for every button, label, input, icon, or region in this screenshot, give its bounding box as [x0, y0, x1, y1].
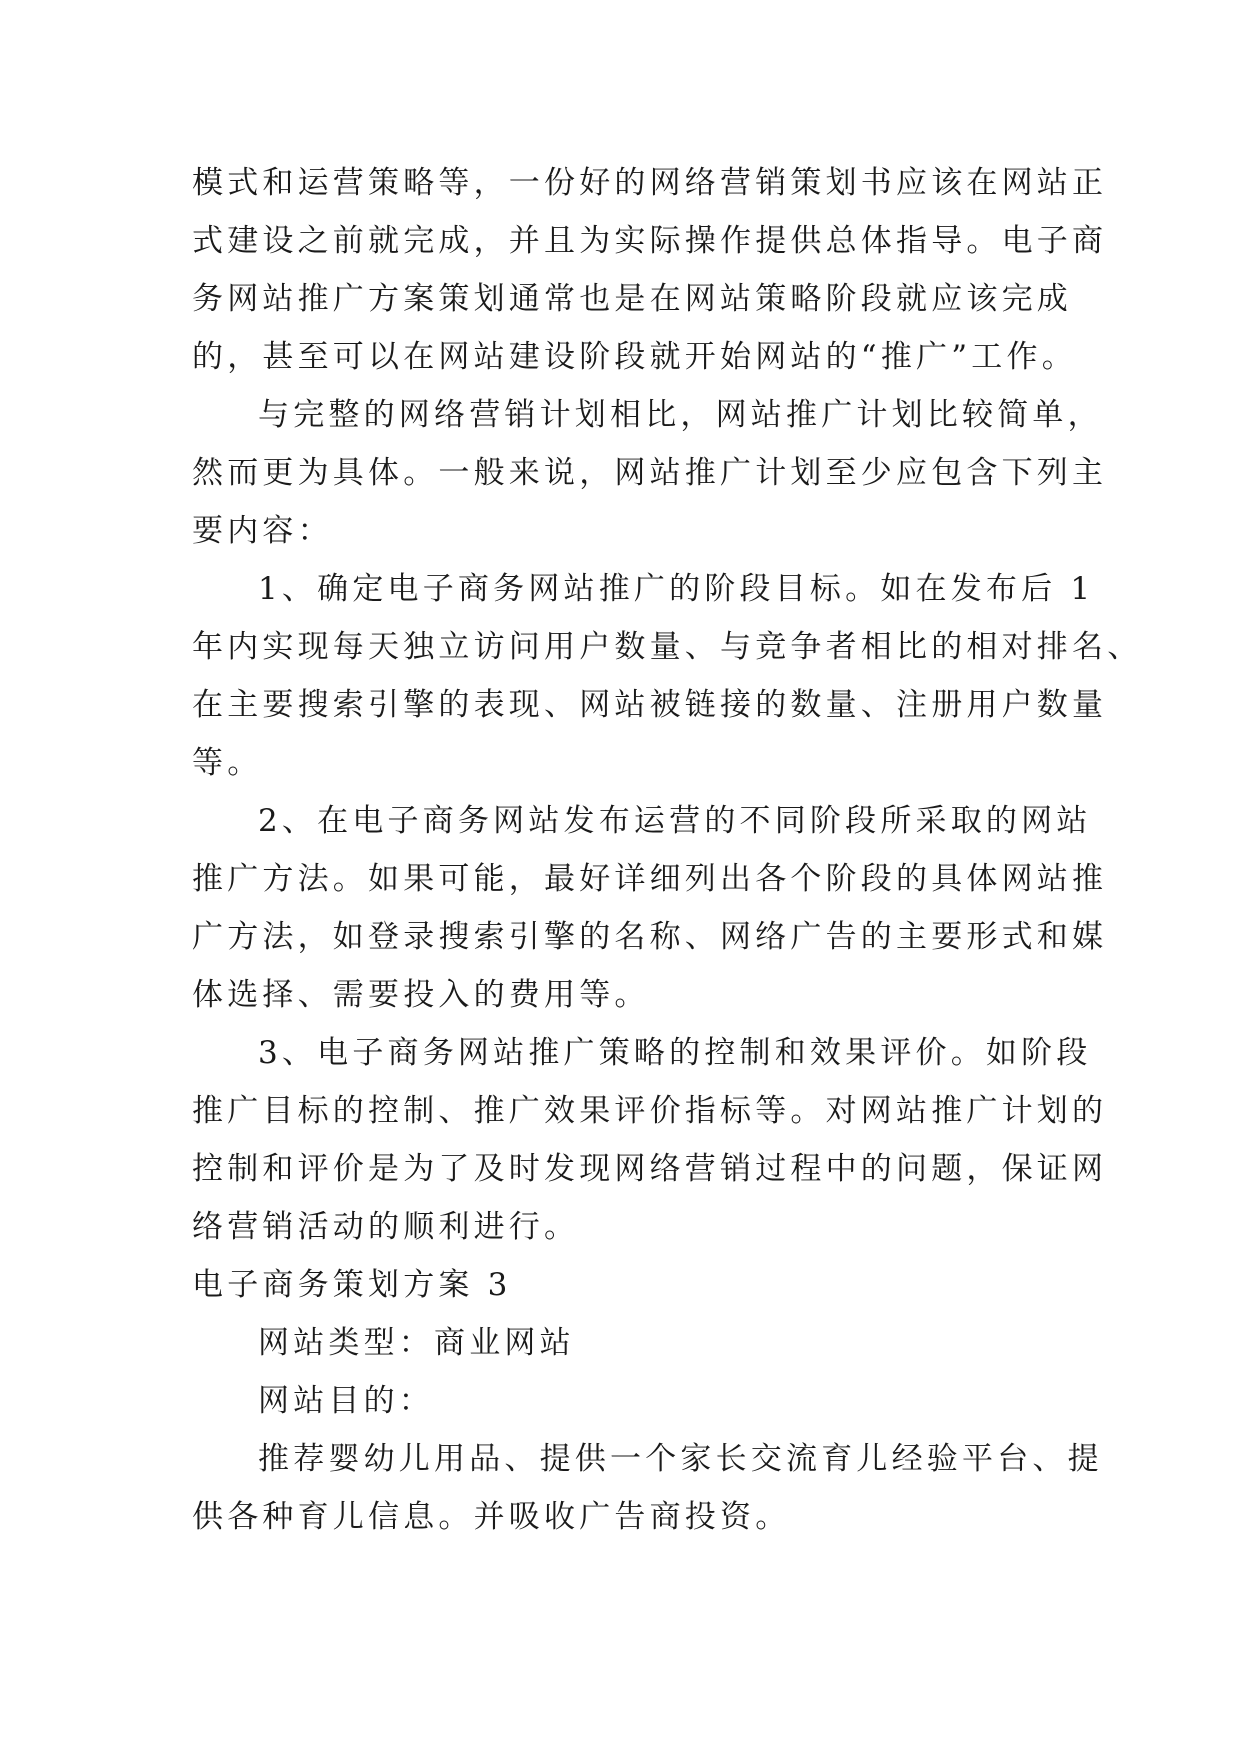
list-item-2-first-line: 2、在电子商务网站发布运营的不同阶段所采取的网站	[258, 803, 1092, 839]
document-body	[192, 154, 1143, 1546]
text-line: 要内容：	[192, 513, 333, 549]
text-line: 然而更为具体。一般来说，网站推广计划至少应包含下列主	[192, 455, 1108, 491]
text-line: 的，甚至可以在网站建设阶段就开始网站的“推广”工作。	[192, 339, 1077, 375]
text-line: 广方法，如登录搜索引擎的名称、网络广告的主要形式和媒	[192, 919, 1108, 955]
text-line: 推广目标的控制、推广效果评价指标等。对网站推广计划的	[192, 1093, 1108, 1129]
text-line: 络营销活动的顺利进行。	[192, 1209, 580, 1245]
section-heading: 电子商务策划方案 3	[192, 1267, 512, 1303]
list-item-1-first-line: 1、确定电子商务网站推广的阶段目标。如在发布后 1	[258, 571, 1095, 607]
text-line: 模式和运营策略等，一份好的网络营销策划书应该在网站正	[192, 165, 1108, 201]
website-type: 网站类型：商业网站	[258, 1325, 575, 1361]
paragraph-first-line: 与完整的网络营销计划相比，网站推广计划比较简单，	[258, 397, 1103, 433]
list-item-3-first-line: 3、电子商务网站推广策略的控制和效果评价。如阶段	[258, 1035, 1092, 1071]
text-line: 务网站推广方案策划通常也是在网站策略阶段就应该完成	[192, 281, 1072, 317]
text-line: 体选择、需要投入的费用等。	[192, 977, 650, 1013]
text-line: 年内实现每天独立访问用户数量、与竞争者相比的相对排名、	[192, 629, 1143, 665]
text-line: 式建设之前就完成，并且为实际操作提供总体指导。电子商	[192, 223, 1108, 259]
website-purpose-first-line: 推荐婴幼儿用品、提供一个家长交流育儿经验平台、提	[258, 1441, 1103, 1477]
website-purpose-label: 网站目的：	[258, 1383, 434, 1419]
text-line: 控制和评价是为了及时发现网络营销过程中的问题，保证网	[192, 1151, 1108, 1187]
text-line: 在主要搜索引擎的表现、网站被链接的数量、注册用户数量	[192, 687, 1108, 723]
text-line: 供各种育儿信息。并吸收广告商投资。	[192, 1499, 791, 1535]
text-line: 推广方法。如果可能，最好详细列出各个阶段的具体网站推	[192, 861, 1108, 897]
text-line: 等。	[192, 745, 263, 781]
